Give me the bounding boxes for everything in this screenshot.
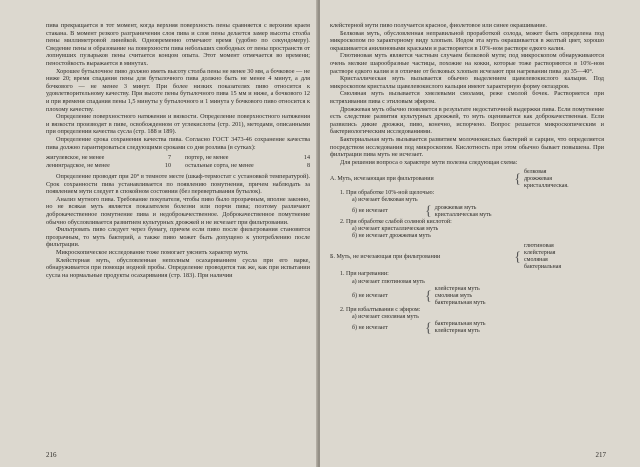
paragraph-turbid-beer: Анализ мутного пива. Требование покупателя, чтобы пиво было прозрачным, вполне законно, но не всякая муть является показателем болезни или порчи пива; поэтому различают доброкачественное помутнение пива и недоброкачественное. Доброкачественное помутнение обычно обусловливается развитием культурных дрожжей и не исчезает при фильтровании. [46, 195, 310, 226]
turbidity-scheme: А. Муть, исчезающая при фильтровании { белковая дрожжевая кристаллическая. 1. При обработке 10%-ной щелочью: а) исчезает белковая муть б) не исчезает { дрожжевая муть кристаллическая муть 2. При обработке слабой соляной кислотой: а) исчезает кристаллическая муть б) не исчезает дрожжевая муть Б. Муть, не исчезающая при фильтровании { глютиновая клейстерная смоляная бактериальная 1. При нагревании: а) исчезает глютиновая муть б) не исчезает { клейстерная муть смоляная муть бактериальная муть 2. При взбалтывании с эфиром: а) исчезает смоляная муть б) не исчезает { бактериальная муть клейстерная муть [330, 169, 604, 335]
scheme-result: глютиновая [524, 243, 554, 250]
scheme-heading-b: Б. Муть, не исчезающая при фильтровании [330, 253, 441, 260]
scheme-result: бактериальная муть [434, 321, 486, 328]
term-value: 14 [303, 155, 310, 162]
page-number: 217 [595, 451, 606, 459]
paragraph: Клейстерная муть, обусловленная неполным осахариванием сусла при его варке, обнаруживается при помощи иодной пробы. Определение проводится так же, как при испытании сусла на нормальные продукты осахаривания (стр. 183). При наличии [46, 256, 310, 279]
paragraph: Для решения вопроса о характере мути полезна следующая схема: [340, 158, 518, 166]
paragraph: Фильтровать пиво следует через бумагу, причем если пиво после фильтрования становится прозрачным, то муть бактерий, а также пиво может быть допущено к употреблению после фильтрации. [46, 226, 310, 249]
term-name: жигулевское, не менее [46, 155, 105, 162]
scheme-heading-a: А. Муть, исчезающая при фильтровании [330, 176, 434, 183]
paragraph: Хорошее бутылочное пиво должно иметь высоту столба пены не менее 30 мм, а бочковое — не ниже 20; время спадания пены для бутылочного пива должно быть не менее 4 минут, а для бочкового — не менее 3 минут. При более низких показателях пиво относится к удовлетворительному качеству. При высоте пены бутылочного пива 15 мм и ниже, а бочкового 12 и при времени спадания пены 1,5 минуты у бутылочного и 1 минута у бочкового пиво относится к плохому качеству. [46, 67, 310, 113]
scheme-result: бактериальная муть [434, 299, 486, 306]
paragraph: пива прекращается в тот момент, когда верхняя поверхность пены сравняется с верхним краем стакана. В момент резкого разграничения слоя пива и слоя пены делается замер высоты столба пены миллиметровой линейкой. Одновременно отмечают время (удобно по секундомеру). Сведение пены и образование на поверхности пива небольших свободных от пены пространств от лопнувших пузырьков пены считается концом опыта. Этот момент отмечается во времени; пеностойкость выражается в минутах. [46, 22, 310, 67]
scheme-result: клейстерная [524, 250, 556, 257]
paragraph: Кристаллическая муть вызывается обычно выделением щавелевокислого кальция. Под микроскопом кристаллы щавелевокислого кальция имеют характерную форму октаэдров. [330, 75, 604, 90]
scheme-result: кристаллическая муть [434, 211, 492, 218]
page-number: 216 [46, 451, 57, 459]
terms-row [46, 162, 310, 170]
scheme-step: а) исчезает кристаллическая муть [352, 225, 439, 232]
scheme-result: кристаллическая. [524, 183, 569, 190]
scheme-result: клейстерная муть [434, 285, 480, 292]
paragraph: клейстерной мути пиво получается красное, фиолетовое или синее окрашивание. [330, 22, 547, 29]
right-page [320, 0, 640, 467]
scheme-step: б) не исчезает дрожжевая муть [352, 233, 431, 240]
paragraph: Глютиновая муть является частным случаем белковой мути; под микроскопом обнаруживаются очень мелкие шарообразные частицы, похожие на кокки, которые тоже растворяются в 10%-ном растворе едкого калия и в отличие от белковых хлопьев исчезают при нагревании пива до 35—40°. [330, 52, 604, 75]
term-value: 7 [167, 155, 171, 162]
paragraph: Определение проводят при 20° в темноте месте (шкаф-термостат с установкой температурой). Срок сохранности пива устанавливается по появлению помутнения, причем наблюдать за появлением мути следует в спокойном состоянии (без перевертывания бутылок). [46, 173, 310, 196]
scheme-step: а) исчезает смоляная муть [352, 313, 419, 320]
paragraph: Смоляная муть вызывается хмелевыми смолами, реже смолой бочек. Растворяется при встряхивании пива с этиловым эфиром. [330, 90, 604, 105]
scheme-result: бактериальная [524, 264, 562, 271]
term-value: 8 [306, 163, 310, 170]
scheme-step: а) исчезает глютиновая муть [352, 278, 425, 285]
term-name: остальные сорта, не менее [185, 163, 254, 170]
term-name: ленинградское, не менее [46, 163, 110, 170]
scheme-step: 1. При обработке 10%-ной щелочью: [340, 190, 435, 197]
paragraph-viscosity: Определение поверхностного натяжения и вязкости. Определение поверхностного натяжения и вязкости производят в пиве, освобожденном от углекислоты (стр. 201), методами, описанными при определении качества сусла (стр. 188 и 189). [46, 113, 310, 136]
scheme-step: 1. При нагревании: [340, 271, 389, 278]
scheme-result: клейстерная муть [434, 328, 480, 335]
paragraph: Дрожжевая муть обычно появляется в результате недостаточной выдержки пива. Если помутнение есть следствие развития культурных дрожжей, то муть оценивается как доброкачественная. Если развились дикие дрожжи, пиво, конечно, испорчено. Вопрос решается микроскопическим и бактериологическим исследованиями. [330, 105, 604, 136]
scheme-result: дрожжевая муть [434, 204, 477, 211]
scheme-result: смоляная [524, 257, 548, 264]
scheme-step: б) не исчезает [352, 324, 388, 331]
paragraph-shelf-life: Определение срока сохранения качества пива. Согласно ГОСТ 3473-46 сохранение качества пива должно гарантироваться следующими сроками со дня розлива (в сутках): [46, 135, 310, 151]
scheme-result: смоляная муть [434, 292, 473, 299]
scheme-step: 2. При обработке слабой соляной кислотой: [340, 218, 452, 225]
term-name: портер, не менее [185, 155, 229, 162]
left-page [0, 0, 318, 467]
scheme-step: а) исчезает белковая муть [352, 197, 418, 204]
scheme-step: 2. При взбалтывании с эфиром: [340, 306, 421, 313]
terms-row [46, 154, 310, 162]
scheme-result: дрожжевая [524, 176, 552, 183]
paragraph: Микроскопическое исследование тоже помогает уяснить характер мути. [56, 249, 249, 257]
paragraph: Бактериальная муть вызывается развитием молочнокислых бактерий и сарцин, что определяется посредством исследования под микроскопом. Кислотность при этом обычно бывает повышена. При фильтрации пива муть не исчезает. [330, 135, 604, 159]
paragraph: Белковая муть, обусловленная неправильной проработкой солода, может быть определена под микроскопом по характерному виду хлопьев. Иодом эта муть окрашивается в желтый цвет, хорошо окрашивается анилиновыми красками и растворяется в 10%-ном растворе едкого калия. [330, 29, 604, 52]
scheme-result: белковая [524, 169, 547, 176]
scheme-step: б) не исчезает [352, 208, 388, 215]
scheme-step: б) не исчезает [352, 292, 388, 299]
term-value: 10 [164, 163, 171, 170]
